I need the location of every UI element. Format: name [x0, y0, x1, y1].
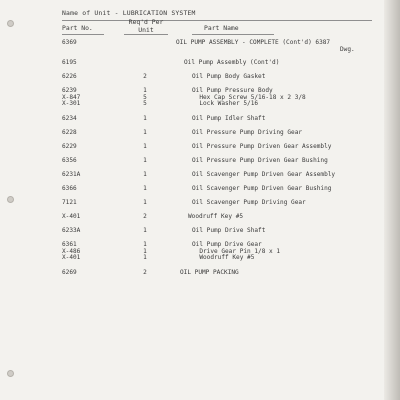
quantity: 1 — [143, 143, 147, 150]
unit-header — [62, 9, 196, 17]
part-number: 6195 — [62, 59, 77, 66]
column-rule-part-no — [62, 34, 104, 35]
column-header-reqd-line2: Unit — [138, 26, 154, 34]
part-name: Oil Scavenger Pump Driving Gear — [192, 199, 306, 206]
quantity: 2 — [143, 213, 147, 220]
part-number: 6233A — [62, 227, 81, 234]
part-name: Oil Pump Body Gasket — [192, 73, 266, 80]
part-number: 6366 — [62, 185, 77, 192]
part-number: X-401 — [62, 213, 81, 220]
part-number: 6239 X-847 X-301 — [62, 87, 81, 108]
quantity: 1 — [143, 171, 147, 178]
part-number: 6231A — [62, 171, 81, 178]
part-number: 6226 — [62, 73, 77, 80]
quantity: 1 — [143, 227, 147, 234]
part-name: OIL PUMP PACKING — [180, 269, 239, 276]
quantity: 1 — [143, 199, 147, 206]
part-name: Oil Pump Pressure Body Hex Cap Screw 5/16-18 x 2 3/8 Lock Washer 5/16 — [192, 87, 306, 108]
binder-hole — [7, 196, 14, 203]
part-name: OIL PUMP ASSEMBLY - COMPLETE (Cont'd) 6387 — [176, 39, 331, 46]
part-number: 6269 — [62, 269, 77, 276]
column-header-reqd — [122, 18, 170, 34]
quantity: 1 — [143, 115, 147, 122]
column-header-part-no: Part No. — [62, 24, 93, 32]
part-number: 6369 — [62, 39, 77, 46]
part-number: 6229 — [62, 143, 77, 150]
column-rule-part-name — [192, 34, 274, 35]
quantity: 1 5 5 — [143, 87, 147, 108]
part-number: 6361 X-486 X-401 — [62, 241, 81, 262]
column-rule-reqd — [124, 34, 168, 35]
part-name: Oil Pressure Pump Driven Gear Bushing — [192, 157, 328, 164]
binder-hole — [7, 20, 14, 27]
part-number: 6228 — [62, 129, 77, 136]
part-name: Woodruff Key #5 — [188, 213, 244, 220]
part-number: 6356 — [62, 157, 77, 164]
part-name: Oil Scavenger Pump Driven Gear Assembly — [192, 171, 336, 178]
unit-name: LUBRICATION SYSTEM — [122, 9, 196, 17]
part-name: Oil Pump Assembly (Cont'd) — [184, 59, 280, 66]
part-name: Oil Pressure Pump Driving Gear — [192, 129, 303, 136]
unit-separator: - — [114, 9, 123, 17]
header-rule — [62, 20, 372, 21]
part-name: Oil Scavenger Pump Driven Gear Bushing — [192, 185, 332, 192]
part-name: Oil Pressure Pump Driven Gear Assembly — [192, 143, 332, 150]
quantity: 1 — [143, 185, 147, 192]
unit-label: Name of Unit — [62, 9, 111, 17]
quantity: 2 — [143, 269, 147, 276]
quantity: 1 1 1 — [143, 241, 147, 262]
part-name: Oil Pump Drive Shaft — [192, 227, 266, 234]
part-name: Oil Pump Drive Gear Drive Gear Pin 1/8 x 1 Woodruff Key #5 — [192, 241, 281, 262]
part-name-note: Dwg. — [340, 46, 355, 53]
part-number: 7121 — [62, 199, 77, 206]
binder-hole — [7, 370, 14, 377]
column-header-part-name: Part Name — [204, 24, 239, 32]
column-header-reqd-line1: Req'd Per — [128, 18, 164, 26]
part-name: Oil Pump Idler Shaft — [192, 115, 266, 122]
quantity: 2 — [143, 73, 147, 80]
quantity: 1 — [143, 129, 147, 136]
quantity: 1 — [143, 157, 147, 164]
page-stack-edge — [384, 0, 400, 400]
part-number: 6234 — [62, 115, 77, 122]
